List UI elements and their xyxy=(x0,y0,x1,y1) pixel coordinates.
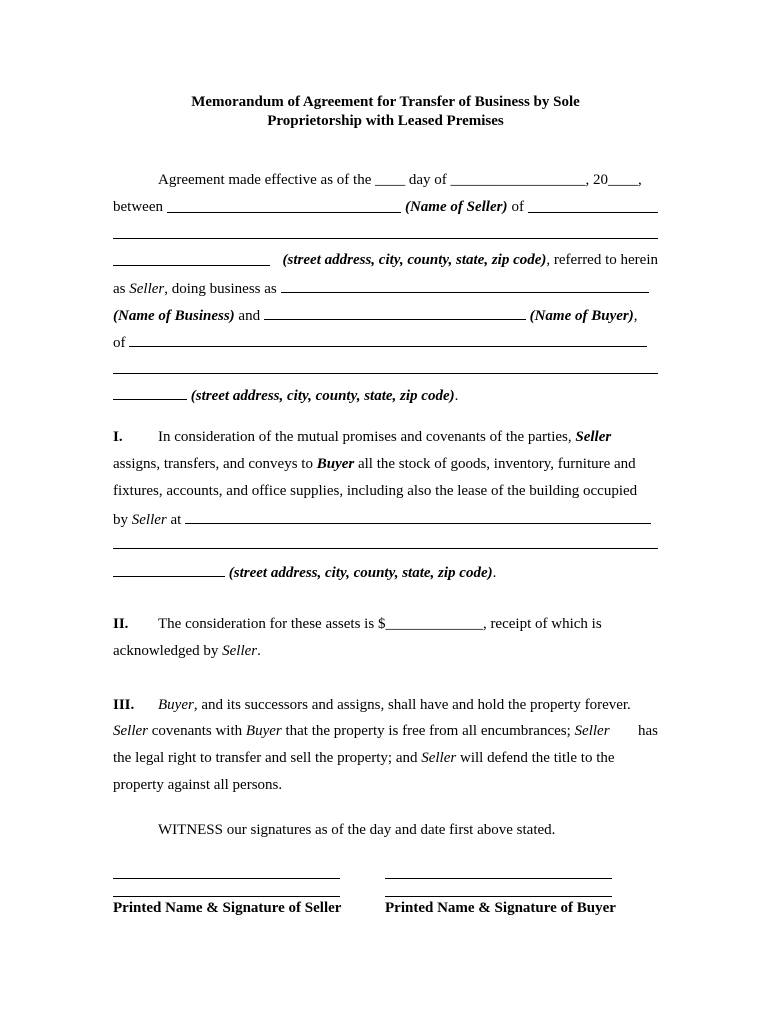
seller-address-rule[interactable] xyxy=(113,238,658,239)
seller-term-2: Seller xyxy=(131,512,167,528)
seller-address-blank-2[interactable] xyxy=(113,251,270,266)
as-word: as xyxy=(113,281,126,297)
buyer-address-blank[interactable] xyxy=(129,332,647,347)
buyer-signature-line[interactable] xyxy=(385,896,612,897)
section-1-line-2 xyxy=(113,455,658,474)
seller-term-4: Seller xyxy=(113,723,148,739)
witness-text: WITNESS our signatures as of the day and date first above stated. xyxy=(158,822,556,838)
premises-address-blank[interactable] xyxy=(185,509,651,524)
period-2: . xyxy=(492,565,497,581)
section-2-text-b: acknowledged by xyxy=(113,643,219,659)
section-1-numeral: I. xyxy=(113,429,123,445)
doing-business-line xyxy=(113,278,658,299)
effective-date-text: Agreement made effective as of the ____ day of __________________, 20____, xyxy=(158,172,642,188)
section-2-numeral: II. xyxy=(113,616,129,632)
section-2-line-2 xyxy=(113,642,658,661)
name-of-buyer-label: (Name of Buyer) xyxy=(529,308,634,324)
name-of-business-label: (Name of Business) xyxy=(113,308,235,324)
section-2-line-1 xyxy=(113,615,658,634)
buyer-address-rule[interactable] xyxy=(113,373,658,374)
section-1-line-2b: all the stock of goods, inventory, furniture and xyxy=(357,456,636,472)
section-1-line-4 xyxy=(113,509,658,530)
section-1-text-a: In consideration of the mutual promises and covenants of the parties, xyxy=(158,429,572,445)
buyer-signature-label: Printed Name & Signature of Buyer xyxy=(385,900,616,916)
section-3-line-4 xyxy=(113,776,658,795)
doing-business-text: , doing business as xyxy=(164,281,277,297)
seller-name-line[interactable] xyxy=(113,878,340,879)
section-1-line-1 xyxy=(113,428,658,447)
comma: , xyxy=(633,308,638,324)
document-title xyxy=(113,93,658,131)
effective-date-line xyxy=(113,171,658,190)
seller-signature-line[interactable] xyxy=(113,896,340,897)
section-3-text-d: the legal right to transfer and sell the property; and xyxy=(113,750,418,766)
section-3-line-3 xyxy=(113,749,658,768)
street-address-label-2: (street address, city, county, state, zip code) xyxy=(190,388,455,404)
section-1-line-6 xyxy=(113,562,658,583)
at-word: at xyxy=(170,512,182,528)
seller-signature-label: Printed Name & Signature of Seller xyxy=(113,900,342,916)
by-word: by xyxy=(113,512,128,528)
seller-term: Seller xyxy=(129,281,165,297)
title-line-2: Proprietorship with Leased Premises xyxy=(267,113,504,129)
seller-address-line xyxy=(113,251,658,270)
street-address-label-1: (street address, city, county, state, zip code) xyxy=(282,252,547,268)
buyer-name-line[interactable] xyxy=(385,878,612,879)
buyer-term-bold: Buyer xyxy=(316,456,355,472)
section-3-text-f: property against all persons. xyxy=(113,777,283,793)
section-3-numeral: III. xyxy=(113,697,135,713)
has-word: has xyxy=(638,723,658,739)
section-3-text-b: covenants with xyxy=(151,723,243,739)
seller-term-5: Seller xyxy=(574,723,610,739)
section-1-line-3-text: fixtures, accounts, and office supplies, including also the lease of the building occupied xyxy=(113,483,638,499)
buyer-address-line xyxy=(113,385,658,406)
buyer-term-2: Buyer xyxy=(245,723,282,739)
section-1-line-3 xyxy=(113,482,658,501)
section-3-line-2 xyxy=(113,722,658,741)
buyer-term: Buyer xyxy=(158,697,194,713)
between-word: between xyxy=(113,199,163,215)
buyer-address-blank-2[interactable] xyxy=(113,385,187,400)
period: . xyxy=(454,388,459,404)
name-of-seller-label: (Name of Seller) xyxy=(404,199,508,215)
between-line xyxy=(113,198,658,217)
period-3: . xyxy=(257,643,261,659)
name-of-business-line xyxy=(113,305,658,326)
of-word: of xyxy=(511,199,524,215)
section-3-line-1 xyxy=(113,696,658,715)
section-3-text-c: that the property is free from all encumbrances; xyxy=(285,723,571,739)
buyer-name-blank[interactable] xyxy=(264,305,526,320)
section-1-line-2a: assigns, transfers, and conveys to xyxy=(113,456,313,472)
seller-term-6: Seller xyxy=(421,750,457,766)
seller-address-blank[interactable] xyxy=(528,198,658,213)
witness-line xyxy=(113,821,658,840)
of-word-2: of xyxy=(113,335,126,351)
seller-term-bold: Seller xyxy=(575,429,612,445)
street-address-label-3: (street address, city, county, state, zip code) xyxy=(228,565,493,581)
premises-address-rule[interactable] xyxy=(113,548,658,549)
seller-name-blank[interactable] xyxy=(167,198,401,213)
and-word: and xyxy=(238,308,261,324)
business-name-blank[interactable] xyxy=(281,278,649,293)
section-2-text-a: The consideration for these assets is $_____________, receipt of which is xyxy=(158,616,602,632)
seller-term-3: Seller xyxy=(222,643,258,659)
title-line-1: Memorandum of Agreement for Transfer of Business by Sole xyxy=(191,94,580,110)
buyer-of-line xyxy=(113,332,658,353)
section-3-text-e: will defend the title to the xyxy=(459,750,615,766)
section-3-text-a: , and its successors and assigns, shall have and hold the property forever. xyxy=(193,697,631,713)
referred-herein-text: , referred to herein xyxy=(546,252,658,268)
premises-address-blank-2[interactable] xyxy=(113,562,225,577)
